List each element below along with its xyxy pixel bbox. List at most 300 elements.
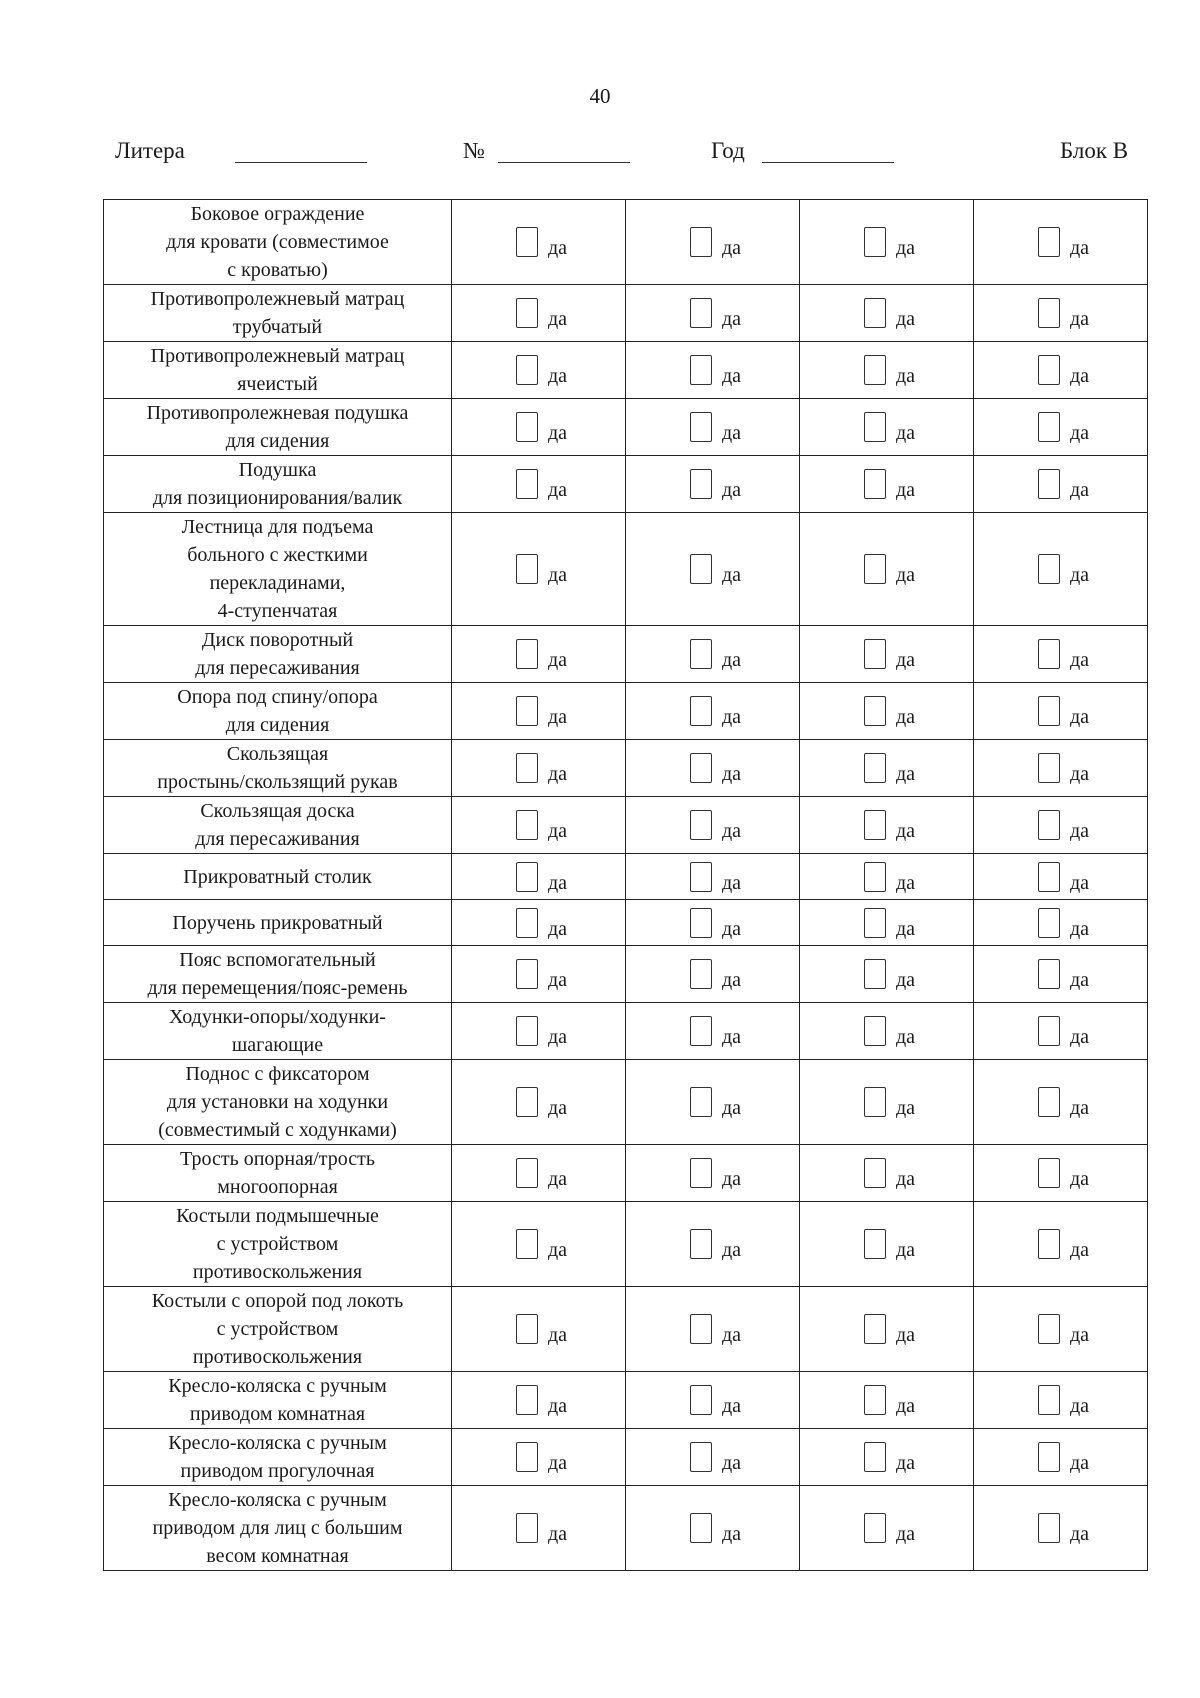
choice-cell — [974, 797, 1148, 854]
item-label — [104, 740, 452, 797]
yes-checkbox[interactable] — [690, 1158, 712, 1188]
choice-option[interactable] — [452, 1513, 625, 1543]
item-label — [104, 854, 452, 900]
choice-option[interactable] — [452, 1158, 625, 1188]
choice-cell — [800, 797, 974, 854]
yes-checkbox[interactable] — [690, 1442, 712, 1472]
choice-option[interactable] — [974, 639, 1147, 669]
choice-cell — [974, 1486, 1148, 1571]
choice-cell — [974, 1003, 1148, 1060]
yes-label: да — [721, 763, 742, 785]
yes-checkbox[interactable] — [1038, 227, 1060, 257]
item-label-line: для кровати (совместимое — [166, 231, 389, 253]
yes-label: да — [895, 422, 916, 444]
choice-option[interactable] — [452, 554, 625, 584]
choice-option[interactable] — [800, 1158, 973, 1188]
yes-checkbox[interactable] — [1038, 639, 1060, 669]
item-label-line: Скользящая — [226, 743, 329, 765]
yes-label: да — [721, 308, 742, 330]
item-label-line: Поднос с фиксатором — [185, 1063, 370, 1085]
item-label — [104, 1287, 452, 1372]
yes-label: да — [547, 1026, 568, 1048]
yes-checkbox[interactable] — [1038, 810, 1060, 840]
yes-label: да — [547, 237, 568, 259]
choice-option[interactable] — [800, 810, 973, 840]
yes-label: да — [547, 1239, 568, 1261]
form-header — [0, 134, 1200, 174]
choice-option[interactable] — [800, 1229, 973, 1259]
choice-option[interactable] — [800, 469, 973, 499]
choice-cell — [452, 513, 626, 626]
choice-option[interactable] — [974, 1087, 1147, 1117]
table-row — [104, 683, 1148, 740]
yes-label: да — [547, 871, 568, 894]
choice-cell — [800, 513, 974, 626]
choice-option[interactable] — [974, 959, 1147, 989]
yes-label: да — [547, 969, 568, 991]
yes-checkbox[interactable] — [690, 908, 712, 938]
item-label-line: (совместимый с ходунками) — [158, 1119, 397, 1141]
yes-checkbox[interactable] — [516, 639, 538, 669]
table-row — [104, 1060, 1148, 1145]
table-row — [104, 342, 1148, 399]
choice-option[interactable] — [626, 1016, 799, 1046]
yes-checkbox[interactable] — [690, 1016, 712, 1046]
choice-option[interactable] — [974, 1016, 1147, 1046]
item-label — [104, 626, 452, 683]
choice-option[interactable] — [452, 298, 625, 328]
choice-option[interactable] — [452, 1385, 625, 1415]
yes-label: да — [547, 1097, 568, 1119]
choice-option[interactable] — [626, 355, 799, 385]
choice-option[interactable] — [626, 554, 799, 584]
choice-option[interactable] — [800, 1442, 973, 1472]
choice-option[interactable] — [974, 862, 1147, 892]
yes-checkbox[interactable] — [864, 1385, 886, 1415]
choice-option[interactable] — [800, 908, 973, 938]
choice-option[interactable] — [800, 696, 973, 726]
choice-cell — [800, 200, 974, 285]
yes-checkbox[interactable] — [864, 1442, 886, 1472]
item-label — [104, 946, 452, 1003]
item-label-line: с кроватью) — [227, 259, 328, 281]
yes-checkbox[interactable] — [516, 469, 538, 499]
choice-cell — [626, 797, 800, 854]
item-label-line: простынь/скользящий рукав — [157, 771, 398, 793]
yes-checkbox[interactable] — [516, 1158, 538, 1188]
item-label-line: Костыли с опорой под локоть — [151, 1290, 404, 1312]
choice-option[interactable] — [974, 298, 1147, 328]
yes-checkbox[interactable] — [690, 554, 712, 584]
yes-label: да — [895, 1239, 916, 1261]
yes-checkbox[interactable] — [690, 1513, 712, 1543]
yes-checkbox[interactable] — [690, 1229, 712, 1259]
yes-label: да — [895, 706, 916, 728]
yes-checkbox[interactable] — [516, 227, 538, 257]
choice-option[interactable] — [974, 412, 1147, 442]
yes-checkbox[interactable] — [864, 908, 886, 938]
item-label-line: противоскольжения — [192, 1346, 363, 1368]
choice-option[interactable] — [974, 1314, 1147, 1344]
yes-checkbox[interactable] — [516, 1314, 538, 1344]
choice-option[interactable] — [800, 227, 973, 257]
choice-option[interactable] — [974, 810, 1147, 840]
choice-option[interactable] — [800, 355, 973, 385]
choice-option[interactable] — [800, 1513, 973, 1543]
yes-label: да — [895, 917, 916, 940]
choice-option[interactable] — [800, 862, 973, 892]
yes-label: да — [1069, 706, 1090, 728]
yes-label: да — [1069, 365, 1090, 387]
number-field[interactable] — [498, 162, 630, 163]
item-label-line: трубчатый — [232, 316, 323, 338]
yes-checkbox[interactable] — [516, 298, 538, 328]
choice-cell — [452, 1145, 626, 1202]
yes-checkbox[interactable] — [690, 639, 712, 669]
yes-checkbox[interactable] — [516, 1087, 538, 1117]
yes-label: да — [895, 479, 916, 501]
choice-cell — [626, 1060, 800, 1145]
choice-option[interactable] — [452, 696, 625, 726]
choice-option[interactable] — [974, 1385, 1147, 1415]
choice-option[interactable] — [626, 298, 799, 328]
yes-checkbox[interactable] — [516, 959, 538, 989]
choice-option[interactable] — [626, 696, 799, 726]
choice-option[interactable] — [974, 908, 1147, 938]
yes-checkbox[interactable] — [690, 412, 712, 442]
yes-checkbox[interactable] — [864, 753, 886, 783]
yes-label: да — [1069, 308, 1090, 330]
yes-checkbox[interactable] — [690, 355, 712, 385]
choice-option[interactable] — [974, 355, 1147, 385]
yes-label: да — [1069, 820, 1090, 842]
litera-field[interactable] — [235, 162, 367, 163]
choice-option[interactable] — [452, 639, 625, 669]
choice-option[interactable] — [452, 1314, 625, 1344]
choice-option[interactable] — [800, 554, 973, 584]
choice-option[interactable] — [974, 554, 1147, 584]
choice-cell — [452, 1202, 626, 1287]
choice-cell — [452, 1003, 626, 1060]
item-label-line: приводом комнатная — [189, 1403, 366, 1425]
yes-checkbox[interactable] — [516, 810, 538, 840]
yes-checkbox[interactable] — [516, 862, 538, 892]
yes-checkbox[interactable] — [1038, 1314, 1060, 1344]
choice-option[interactable] — [974, 696, 1147, 726]
yes-checkbox[interactable] — [690, 1087, 712, 1117]
yes-label: да — [721, 1452, 742, 1474]
yes-checkbox[interactable] — [690, 753, 712, 783]
item-label-line: ячеистый — [237, 373, 318, 395]
choice-option[interactable] — [800, 412, 973, 442]
table-row — [104, 900, 1148, 946]
yes-checkbox[interactable] — [864, 1314, 886, 1344]
choice-option[interactable] — [974, 469, 1147, 499]
choice-cell — [974, 285, 1148, 342]
equipment-table-body — [104, 200, 1148, 1571]
yes-checkbox[interactable] — [864, 412, 886, 442]
choice-option[interactable] — [452, 959, 625, 989]
choice-cell — [974, 1202, 1148, 1287]
yes-checkbox[interactable] — [516, 696, 538, 726]
yes-label: да — [1069, 479, 1090, 501]
yes-label: да — [895, 1097, 916, 1119]
yes-checkbox[interactable] — [516, 1016, 538, 1046]
item-label-line: больного с жесткими — [187, 544, 368, 566]
yes-checkbox[interactable] — [1038, 355, 1060, 385]
choice-cell — [800, 900, 974, 946]
item-label-line: Диск поворотный — [201, 629, 354, 651]
choice-option[interactable] — [974, 227, 1147, 257]
item-label-line: для установки на ходунки — [166, 1091, 389, 1113]
yes-checkbox[interactable] — [516, 412, 538, 442]
choice-cell — [800, 1287, 974, 1372]
choice-option[interactable] — [626, 810, 799, 840]
choice-option[interactable] — [626, 959, 799, 989]
choice-option[interactable] — [800, 1385, 973, 1415]
yes-checkbox[interactable] — [1038, 1087, 1060, 1117]
table-row — [104, 399, 1148, 456]
yes-checkbox[interactable] — [1038, 554, 1060, 584]
choice-cell — [974, 1060, 1148, 1145]
choice-cell — [626, 200, 800, 285]
yes-label: да — [547, 564, 568, 586]
choice-cell — [974, 1287, 1148, 1372]
yes-label: да — [895, 1395, 916, 1417]
yes-checkbox[interactable] — [516, 908, 538, 938]
yes-checkbox[interactable] — [516, 1385, 538, 1415]
item-label-line: Кресло-коляска с ручным — [168, 1432, 387, 1454]
choice-cell — [974, 399, 1148, 456]
choice-option[interactable] — [974, 1513, 1147, 1543]
choice-cell — [974, 1145, 1148, 1202]
yes-label: да — [895, 820, 916, 842]
page-number: 40 — [589, 84, 611, 108]
yes-checkbox[interactable] — [864, 227, 886, 257]
item-label-line: Прикроватный столик — [183, 865, 372, 888]
choice-option[interactable] — [626, 1229, 799, 1259]
table-row — [104, 513, 1148, 626]
choice-cell — [626, 740, 800, 797]
choice-option[interactable] — [626, 1314, 799, 1344]
yes-checkbox[interactable] — [864, 959, 886, 989]
yes-label: да — [721, 365, 742, 387]
yes-checkbox[interactable] — [690, 1314, 712, 1344]
item-label — [104, 900, 452, 946]
choice-option[interactable] — [452, 862, 625, 892]
choice-option[interactable] — [800, 1016, 973, 1046]
yes-label: да — [547, 917, 568, 940]
choice-cell — [800, 683, 974, 740]
choice-cell — [452, 854, 626, 900]
yes-checkbox[interactable] — [690, 696, 712, 726]
yes-checkbox[interactable] — [690, 810, 712, 840]
yes-checkbox[interactable] — [690, 469, 712, 499]
choice-cell — [626, 1372, 800, 1429]
yes-checkbox[interactable] — [1038, 696, 1060, 726]
yes-checkbox[interactable] — [516, 554, 538, 584]
yes-checkbox[interactable] — [864, 469, 886, 499]
choice-cell — [800, 626, 974, 683]
yes-checkbox[interactable] — [516, 753, 538, 783]
choice-option[interactable] — [626, 1513, 799, 1543]
yes-checkbox[interactable] — [1038, 1229, 1060, 1259]
yes-checkbox[interactable] — [864, 696, 886, 726]
choice-option[interactable] — [626, 469, 799, 499]
yes-checkbox[interactable] — [1038, 1016, 1060, 1046]
table-row — [104, 626, 1148, 683]
yes-checkbox[interactable] — [516, 1229, 538, 1259]
yes-checkbox[interactable] — [1038, 908, 1060, 938]
choice-option[interactable] — [626, 639, 799, 669]
choice-cell — [452, 683, 626, 740]
choice-cell — [452, 797, 626, 854]
choice-option[interactable] — [626, 908, 799, 938]
choice-cell — [974, 740, 1148, 797]
choice-option[interactable] — [452, 227, 625, 257]
choice-option[interactable] — [974, 753, 1147, 783]
choice-cell — [800, 1372, 974, 1429]
table-row — [104, 456, 1148, 513]
yes-checkbox[interactable] — [864, 554, 886, 584]
choice-option[interactable] — [626, 412, 799, 442]
year-field[interactable] — [762, 162, 894, 163]
yes-checkbox[interactable] — [864, 639, 886, 669]
litera-label: Литера — [115, 138, 185, 163]
choice-option[interactable] — [626, 227, 799, 257]
yes-checkbox[interactable] — [516, 355, 538, 385]
yes-checkbox[interactable] — [1038, 469, 1060, 499]
yes-checkbox[interactable] — [690, 298, 712, 328]
yes-checkbox[interactable] — [1038, 862, 1060, 892]
yes-checkbox[interactable] — [864, 1229, 886, 1259]
item-label-line: Опора под спину/опора — [177, 686, 378, 708]
yes-label: да — [547, 479, 568, 501]
choice-cell — [626, 1486, 800, 1571]
yes-checkbox[interactable] — [690, 959, 712, 989]
item-label-line: Трость опорная/трость — [180, 1148, 375, 1170]
yes-checkbox[interactable] — [864, 810, 886, 840]
yes-label: да — [1069, 1395, 1090, 1417]
choice-cell — [626, 342, 800, 399]
item-label — [104, 1429, 452, 1486]
item-label-line: Ходунки-опоры/ходунки- — [169, 1006, 386, 1028]
table-row — [104, 854, 1148, 900]
item-label — [104, 797, 452, 854]
choice-cell — [452, 1486, 626, 1571]
choice-option[interactable] — [626, 753, 799, 783]
item-label-line: для пересаживания — [195, 657, 360, 679]
choice-option[interactable] — [626, 1442, 799, 1472]
yes-checkbox[interactable] — [1038, 412, 1060, 442]
item-label-line: Кресло-коляска с ручным — [168, 1489, 387, 1511]
yes-checkbox[interactable] — [864, 1513, 886, 1543]
choice-option[interactable] — [452, 355, 625, 385]
choice-option[interactable] — [974, 1229, 1147, 1259]
yes-checkbox[interactable] — [690, 227, 712, 257]
choice-cell — [974, 900, 1148, 946]
choice-cell — [800, 1060, 974, 1145]
item-label-line: с устройством — [216, 1318, 339, 1340]
choice-option[interactable] — [800, 753, 973, 783]
yes-checkbox[interactable] — [516, 1442, 538, 1472]
item-label-line: Боковое ограждение — [190, 203, 365, 225]
choice-option[interactable] — [800, 1087, 973, 1117]
yes-checkbox[interactable] — [864, 355, 886, 385]
yes-label: да — [895, 564, 916, 586]
choice-cell — [974, 1429, 1148, 1486]
yes-checkbox[interactable] — [1038, 1513, 1060, 1543]
choice-option[interactable] — [626, 1158, 799, 1188]
yes-checkbox[interactable] — [1038, 1442, 1060, 1472]
choice-option[interactable] — [626, 1385, 799, 1415]
table-row — [104, 946, 1148, 1003]
yes-checkbox[interactable] — [690, 862, 712, 892]
table-row — [104, 1202, 1148, 1287]
choice-option[interactable] — [452, 412, 625, 442]
choice-option[interactable] — [452, 469, 625, 499]
choice-cell — [626, 946, 800, 1003]
choice-option[interactable] — [452, 908, 625, 938]
choice-option[interactable] — [800, 298, 973, 328]
choice-option[interactable] — [452, 1442, 625, 1472]
yes-checkbox[interactable] — [864, 1087, 886, 1117]
yes-label: да — [1069, 917, 1090, 940]
choice-option[interactable] — [452, 753, 625, 783]
choice-option[interactable] — [800, 959, 973, 989]
yes-checkbox[interactable] — [516, 1513, 538, 1543]
yes-checkbox[interactable] — [1038, 753, 1060, 783]
choice-cell — [800, 740, 974, 797]
choice-option[interactable] — [626, 1087, 799, 1117]
item-label-line: для сидения — [225, 430, 330, 452]
yes-label: да — [721, 479, 742, 501]
choice-option[interactable] — [452, 1016, 625, 1046]
yes-checkbox[interactable] — [1038, 1158, 1060, 1188]
choice-cell — [626, 513, 800, 626]
choice-option[interactable] — [452, 1087, 625, 1117]
choice-cell — [800, 342, 974, 399]
yes-label: да — [1069, 422, 1090, 444]
yes-checkbox[interactable] — [864, 1016, 886, 1046]
yes-checkbox[interactable] — [864, 862, 886, 892]
choice-cell — [800, 285, 974, 342]
choice-option[interactable] — [974, 1158, 1147, 1188]
choice-cell — [452, 456, 626, 513]
item-label — [104, 1003, 452, 1060]
choice-option[interactable] — [800, 1314, 973, 1344]
choice-option[interactable] — [452, 810, 625, 840]
choice-option[interactable] — [974, 1442, 1147, 1472]
yes-checkbox[interactable] — [864, 1158, 886, 1188]
yes-checkbox[interactable] — [1038, 298, 1060, 328]
choice-cell — [974, 342, 1148, 399]
yes-label: да — [547, 1395, 568, 1417]
choice-option[interactable] — [626, 862, 799, 892]
yes-checkbox[interactable] — [864, 298, 886, 328]
choice-option[interactable] — [800, 639, 973, 669]
choice-option[interactable] — [452, 1229, 625, 1259]
yes-checkbox[interactable] — [690, 1385, 712, 1415]
choice-cell — [974, 626, 1148, 683]
yes-checkbox[interactable] — [1038, 1385, 1060, 1415]
item-label — [104, 1486, 452, 1571]
table-row — [104, 200, 1148, 285]
table-row — [104, 1287, 1148, 1372]
item-label-line: весом комнатная — [206, 1545, 349, 1567]
item-label-line: многоопорная — [217, 1176, 338, 1198]
yes-checkbox[interactable] — [1038, 959, 1060, 989]
